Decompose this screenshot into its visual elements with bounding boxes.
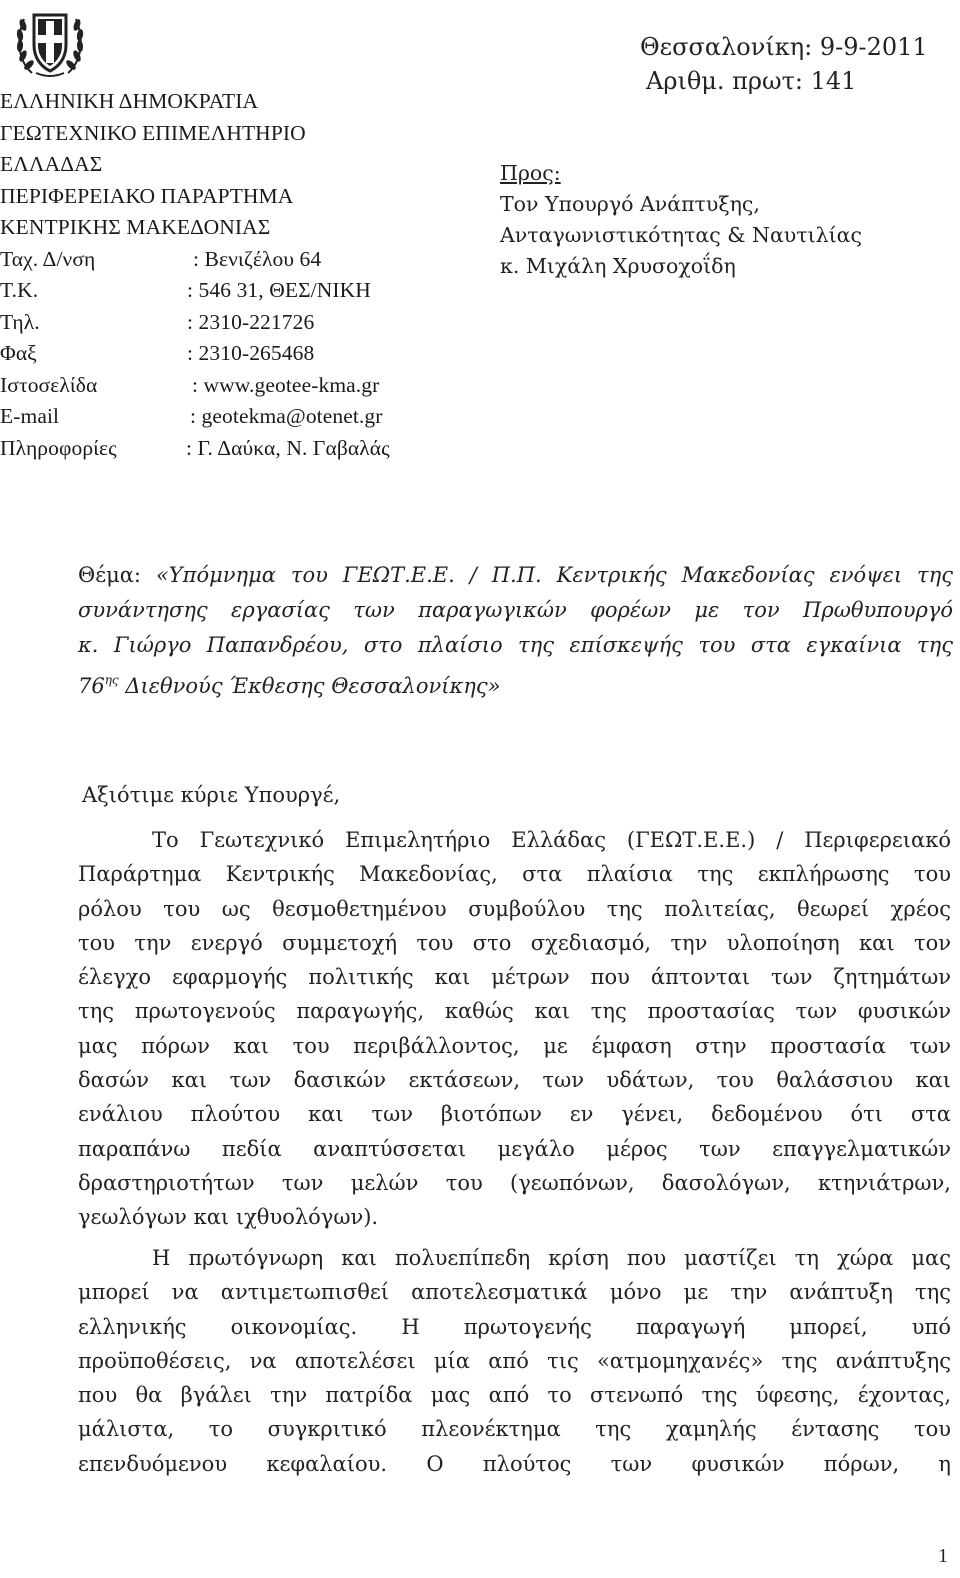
- recipient-label: Προς:: [500, 161, 561, 185]
- paragraph-line: μας πόρων και του περιβάλλοντος, με έμφαση στην προστασία των: [78, 1033, 951, 1058]
- recipient-line: κ. Μιχάλη Χρυσοχοΐδη: [500, 254, 736, 278]
- recipient-block: [500, 158, 940, 282]
- paragraph-line: προϋποθέσεις, να αποτελέσει μία από τις «ατμομηχανές» της ανάπτυξης: [78, 1348, 951, 1373]
- page-number: 1: [938, 1545, 948, 1567]
- paragraph-line: του την ενεργό συμμετοχή του στο σχεδιασμό, την υλοποίηση και τον: [78, 930, 951, 955]
- website-link[interactable]: : www.geotee-kma.gr: [192, 372, 380, 397]
- subject-text: Διεθνούς Έκθεσης Θεσσαλονίκης»: [118, 674, 501, 698]
- paragraph-line: της πρωτογενούς παραγωγής, καθώς και της προστασίας των φυσικών: [78, 999, 951, 1024]
- paragraph-line: γεωλόγων και ιχθυολόγων).: [78, 1205, 379, 1230]
- paragraph-line: ρόλου του ως θεσμοθετημένου συμβούλου της πολιτείας, θεωρεί χρέος: [78, 896, 951, 921]
- paragraph-line: δασών και των δασικών εκτάσεων, των υδάτων, του θαλάσσιου και: [78, 1068, 951, 1093]
- subject-line: [78, 628, 953, 663]
- subject-line: [78, 663, 953, 704]
- paragraph-line: μάλιστα, το συγκριτικό πλεονέκτημα της χαμηλής έντασης του: [78, 1417, 951, 1442]
- subject-lead: Θέμα:: [78, 563, 156, 587]
- contact-label: Τ.Κ.: [0, 278, 39, 302]
- sender-line: ΚΕΝΤΡΙΚΗΣ ΜΑΚΕΔΟΝΙΑΣ: [0, 215, 271, 239]
- subject-text: κ. Γιώργο Παπανδρέου, στο πλαίσιο της επίσκεψής του στα εγκαίνια της: [78, 633, 953, 657]
- subject-text: συνάντησης εργασίας των παραγωγικών φορέων με τον Πρωθυπουργό: [78, 598, 953, 622]
- contact-label: Φαξ: [0, 341, 37, 365]
- email-link[interactable]: : geotekma@otenet.gr: [190, 404, 383, 428]
- paragraph-line: Η πρωτόγνωρη και πολυεπίπεδη κρίση που μαστίζει τη χώρα μας: [152, 1246, 951, 1270]
- contact-value: : 2310-265468: [187, 341, 315, 365]
- contact-label: Τηλ.: [0, 309, 40, 334]
- sender-block: [0, 86, 470, 464]
- paragraph-line: επενδυόμενου κεφαλαίου. Ο πλούτος των φυσικών πόρων, η: [78, 1451, 951, 1476]
- recipient-line: Ανταγωνιστικότητας & Ναυτιλίας: [500, 223, 862, 247]
- document-date: Θεσσαλονίκη: 9-9-2011: [640, 33, 928, 61]
- contact-email: [0, 401, 470, 433]
- contact-label: Πληροφορίες: [0, 435, 117, 460]
- paragraph-line: Το Γεωτεχνικό Επιμελητήριο Ελλάδας (ΓΕΩΤ.Ε.Ε.) / Περιφερειακό: [152, 828, 951, 852]
- subject-line: [78, 593, 953, 628]
- body-paragraph-2: [78, 1241, 951, 1481]
- subject-line: [78, 558, 953, 593]
- date-block: [640, 30, 940, 98]
- contact-value: : Γ. Δαύκα, Ν. Γαβαλάς: [186, 435, 390, 460]
- sender-line: ΓΕΩΤΕΧΝΙΚΟ ΕΠΙΜΕΛΗΤΗΡΙΟ: [0, 120, 306, 145]
- subject-block: [78, 558, 953, 704]
- contact-phone: [0, 307, 470, 339]
- contact-label: Ιστοσελίδα: [0, 372, 98, 397]
- contact-website: [0, 370, 470, 402]
- contact-value: : 546 31, ΘΕΣ/ΝΙΚΗ: [187, 278, 371, 302]
- contact-value: : Βενιζέλου 64: [193, 246, 322, 271]
- paragraph-line: έλεγχο εφαρμογής πολιτικής και μέτρων που άπτονται των ζητημάτων: [78, 965, 951, 990]
- paragraph-line: που θα βγάλει την πατρίδα μας από το στενωπό της ύφεσης, έχοντας,: [78, 1383, 951, 1408]
- sender-line: ΕΛΛΗΝΙΚΗ ΔΗΜΟΚΡΑΤΙΑ: [0, 89, 259, 113]
- contact-address: [0, 244, 470, 276]
- contact-fax: [0, 338, 470, 370]
- sender-line: ΠΕΡΙΦΕΡΕΙΑΚΟ ΠΑΡΑΡΤΗΜΑ: [0, 183, 294, 208]
- subject-text: «Υπόμνημα του ΓΕΩΤ.Ε.Ε. / Π.Π. Κεντρικής Μακεδονίας ενόψει της: [155, 563, 953, 587]
- paragraph-line: ενάλιου πλούτου και των βιοτόπων εν γένει, δεδομένου ότι στα: [78, 1102, 951, 1127]
- paragraph-line: παραπάνω πεδία αναπτύσσεται μεγάλο μέρος των επαγγελματικών: [78, 1136, 951, 1161]
- salutation: Αξιότιμε κύριε Υπουργέ,: [82, 783, 341, 807]
- contact-value: : 2310-221726: [187, 309, 315, 334]
- contact-label: E-mail: [0, 404, 60, 428]
- paragraph-line: ελληνικής οικονομίας. Η πρωτογενής παραγωγή μπορεί, υπό: [78, 1314, 951, 1339]
- body-paragraph-1: [78, 823, 951, 1235]
- sender-line: ΕΛΛΑΔΑΣ: [0, 152, 103, 176]
- subject-number: 76: [78, 674, 105, 698]
- subject-ordinal: ης: [104, 673, 119, 687]
- contact-postcode: [0, 275, 470, 307]
- paragraph-line: Παράρτημα Κεντρικής Μακεδονίας, στα πλαίσια της εκπλήρωσης του: [78, 862, 951, 887]
- contact-info: [0, 433, 470, 465]
- recipient-line: Τον Υπουργό Ανάπτυξης,: [500, 192, 760, 216]
- paragraph-line: μπορεί να αντιμετωπισθεί αποτελεσματικά μόνο με την ανάπτυξη της: [78, 1280, 951, 1305]
- paragraph-line: δραστηριοτήτων των μελών του (γεωπόνων, δασολόγων, κτηνιάτρων,: [78, 1170, 951, 1195]
- greek-coat-of-arms-icon: [14, 3, 86, 79]
- protocol-number: Αριθμ. πρωτ: 141: [646, 67, 857, 95]
- contact-label: Ταχ. Δ/νση: [0, 246, 96, 271]
